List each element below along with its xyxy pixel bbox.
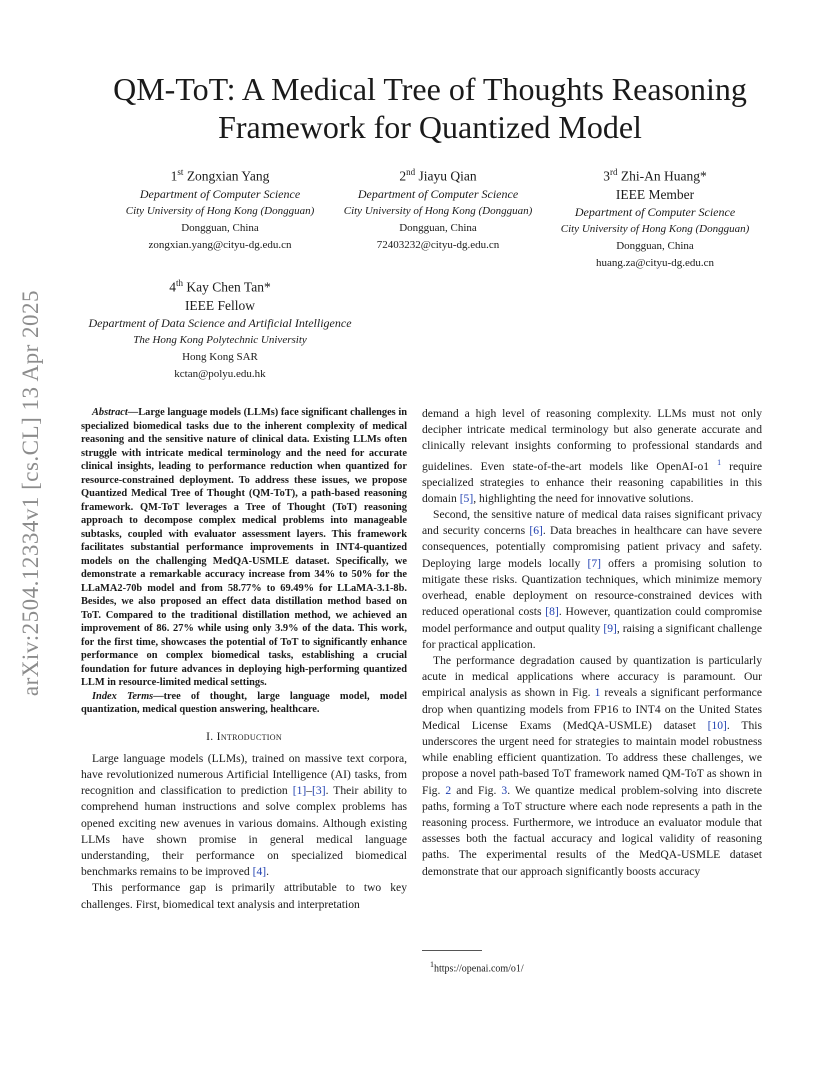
citation-link[interactable]: [3] [312, 784, 326, 798]
abstract: Abstract—Large language models (LLMs) face significant challenges in specialized biomedical tasks due to the inherent complexity of medical reasoning and the sensitive nature of clinical data. Existing LLMs often struggle with intricate medical terminology and the need for accurate clinical insights, leading to performance reduction when quantized for resource-constrained deployment. To address these issues, we propose Quantized Medical Tree of Thought (QM-ToT), a path-based reasoning framework. QM-ToT leverages a Tree of Thought (ToT) reasoning approach to decompose complex medical problems into manageable subtasks, coupled with evaluator assessment layers. This framework facilitates substantial performance improvements in INT4-quantized models on the challenging MedQA-USMLE dataset. Specifically, we demonstrate a remarkable accuracy increase from 34% to 50% for the LLaMA2-70b model and from 58.77% to 69.49% for LLaMA-3.1-8b. Besides, we also proposed an effect data distillation method based on ToT. Compared to the traditional distillation method, we achieved an improvement of 86. 27% while using only 3.9% of the data. This work, for the first time, showcases the potential of ToT to significantly enhance performance on complex biomedical tasks, establishing a crucial foundation for future advances in deploying high-performing quantized LLM in resource-limited medical settings. [81, 407, 407, 688]
author-location: Hong Kong SAR [182, 350, 258, 363]
section-heading-introduction: I. Introduction [206, 729, 282, 743]
arxiv-side-label: arXiv:2504.12334v1 [cs.CL] 13 Apr 2025 [18, 290, 43, 697]
author-univ: City University of Hong Kong (Dongguan) [125, 204, 315, 217]
author-email: kctan@polyu.edu.hk [174, 367, 266, 380]
right-column [422, 406, 762, 880]
author-univ: The Hong Kong Polytechnic University [133, 333, 307, 346]
author-univ: City University of Hong Kong (Dongguan) [343, 204, 533, 217]
author-location: Dongguan, China [616, 239, 694, 252]
author-block-3 [515, 163, 795, 272]
author-location: Dongguan, China [399, 221, 477, 234]
intro-paragraph-2-cont: demand a high level of reasoning complexity. LLMs must not only decipher intricate medical terminology but also generate accurate and clinically relevant insights conforming to professional standards and guidelines. Even state-of-the-art models like OpenAI-o1 $^1$ require specialized strategies to enhance their reasoning capabilities in this domain [5], highlighting the need for innovative solutions. [422, 407, 762, 505]
author-name: 4th Kay Chen Tan* [169, 278, 271, 295]
left-column [81, 406, 407, 913]
citation-link[interactable]: [1] [292, 784, 307, 798]
author-email: 72403232@cityu-dg.edu.cn [376, 238, 500, 251]
author-dept: Department of Data Science and Artificial Intelligence [88, 315, 352, 330]
author-email: huang.za@cityu-dg.edu.cn [596, 256, 714, 269]
intro-paragraph-3: Second, the sensitive nature of medical data raises significant privacy and security concerns [6]. Data breaches in healthcare can have severe consequences, potentially compromising patient privacy and safety. Deploying large models locally [7] offers a promising solution to mitigate these risks. Quantization techniques, which minimize memory overhead, enable deployment on resource-constrained devices with reduced operational costs [8]. However, quantization could compromise model performance and output quality [9], raising a significant challenge for practical application. [422, 508, 762, 651]
author-membership: IEEE Fellow [184, 297, 256, 313]
intro-paragraph-2: This performance gap is primarily attributable to two key challenges. First, biomedical text analysis and interpretation [81, 881, 407, 911]
footnote: $^1$https://openai.com/o1/ [430, 960, 524, 975]
citation-link[interactable]: [10] [707, 718, 727, 732]
author-dept: Department of Computer Science [574, 204, 736, 219]
footnote-marker[interactable]: 1 [717, 457, 722, 467]
citation-link[interactable]: [4] [252, 865, 267, 879]
author-name: 1st Zongxian Yang [170, 167, 270, 184]
figure-link[interactable]: 2 [445, 783, 452, 797]
author-membership: IEEE Member [615, 186, 695, 202]
author-block-4 [40, 274, 400, 383]
intro-paragraph-1: Large language models (LLMs), trained on massive text corpora, have revolutionized numerous Artificial Intelligence (AI) tasks, from recognition and classification to prediction [1]–[3]. Their ability to comprehend human instructions and solve complex problems has opened exciting new avenues in various domains. Although existing LLMs have shown promise in general medical language understanding, their performance on specialized biomedical benchmarks remains to be improved [4]. [81, 751, 407, 879]
figure-link[interactable]: 1 [594, 686, 601, 700]
citation-link[interactable]: [8] [545, 605, 559, 619]
author-location: Dongguan, China [181, 221, 259, 234]
author-name: 3rd Zhi-An Huang* [603, 167, 707, 184]
index-terms: Index Terms—tree of thought, large language model, model quantization, medical question answering, healthcare. [81, 690, 407, 715]
author-univ: City University of Hong Kong (Dongguan) [560, 222, 750, 235]
citation-link[interactable]: [5] [459, 491, 474, 505]
citation-link[interactable]: [6] [529, 524, 543, 538]
footnote-rule [422, 950, 482, 951]
footnote-url[interactable]: https://openai.com/o1/ [434, 963, 524, 975]
author-dept: Department of Computer Science [139, 186, 301, 201]
author-name: 2nd Jiayu Qian [399, 167, 477, 184]
citation-link[interactable]: [7] [587, 556, 601, 570]
paper-title: QM-ToT: A Medical Tree of Thoughts Reasoning Framework for Quantized Model [113, 71, 747, 145]
author-dept: Department of Computer Science [357, 186, 519, 201]
intro-paragraph-4: The performance degradation caused by quantization is particularly acute in medical applications where accuracy is paramount. Our empirical analysis as shown in Fig. 1 reveals a significant performance drop when quantizing models from FP16 to INT4 on the United States Medical License Exams (MedQA-USMLE) dataset [10]. This underscores the urgent need for strategies to maintain model robustness while enabling efficient quantization. To address these challenges, we propose a novel path-based ToT framework named QM-ToT as shown in Fig. 2 and Fig. 3. We quantize medical problem-solving into discrete paths, forming a ToT structure where each node represents a path in the reasoning process. Furthermore, we introduce an evaluator module that assesses both the factual accuracy and logical validity of reasoning paths. The experimental results of the MedQA-USMLE dataset demonstrate that our approach significantly boosts accuracy [422, 653, 762, 878]
citation-link[interactable]: [9] [603, 621, 617, 635]
author-email: zongxian.yang@cityu-dg.edu.cn [148, 238, 292, 251]
figure-link[interactable]: 3 [501, 783, 508, 797]
